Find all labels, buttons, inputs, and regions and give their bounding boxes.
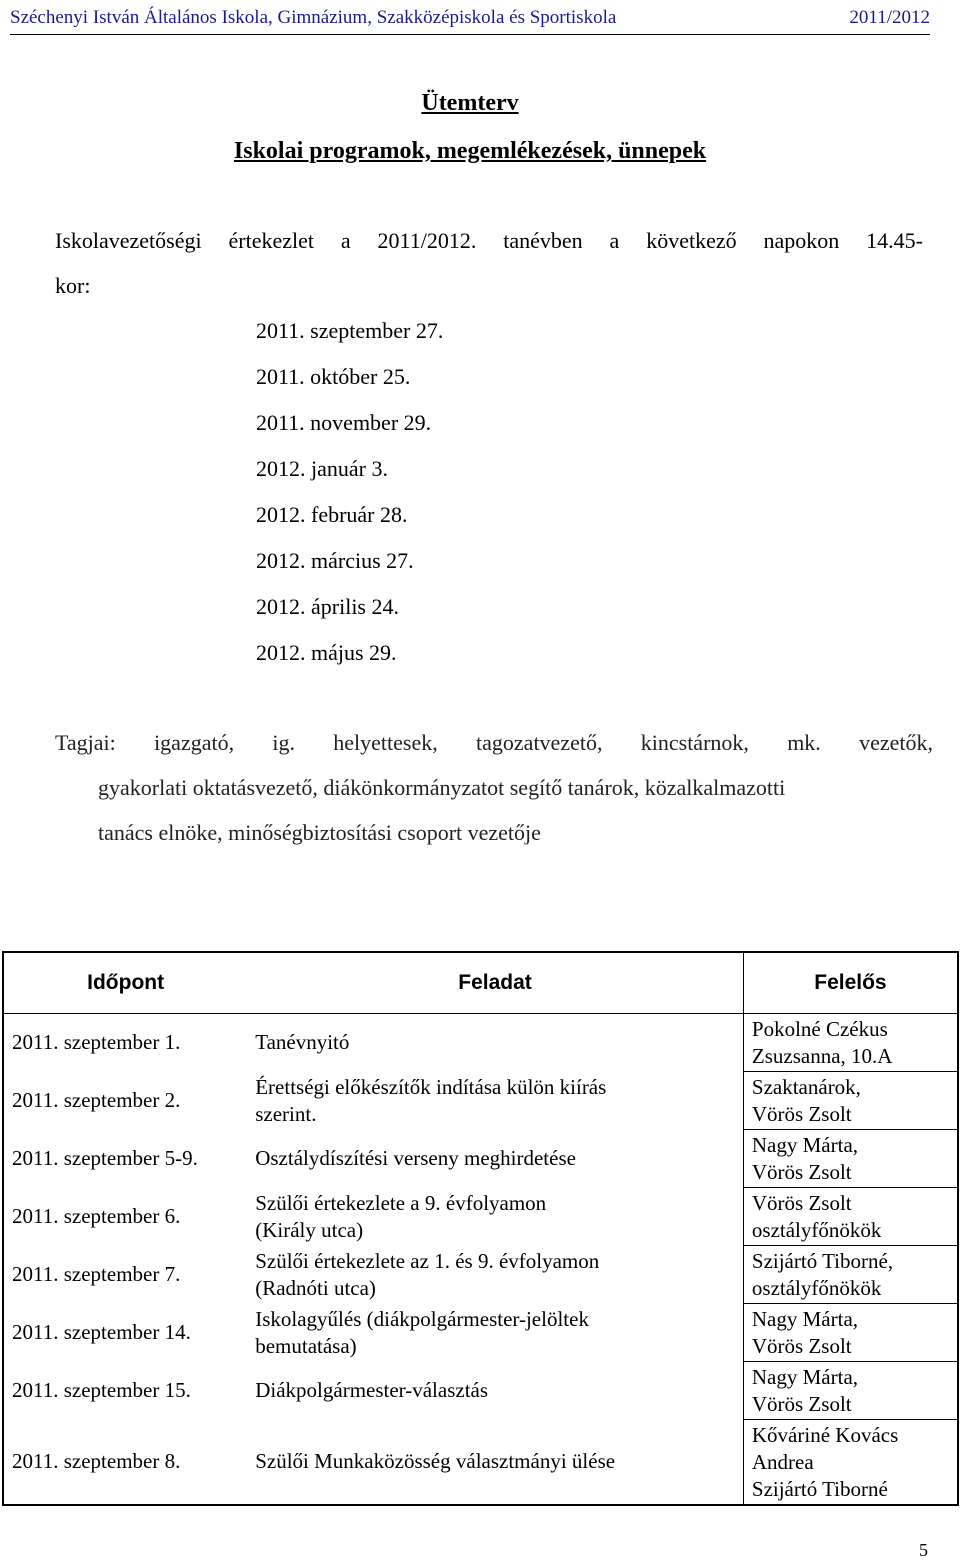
cell-task (247, 1362, 743, 1420)
cell-date: 2011. szeptember 15. (12, 1378, 191, 1402)
members-word: kincstárnok, (640, 730, 749, 755)
intro-word: 2011/2012. (377, 228, 477, 253)
cell-responsible (743, 1188, 958, 1246)
column-header-task: Feladat (247, 952, 743, 1014)
meeting-date: 2011. november 29. (256, 410, 432, 435)
intro-word: a (609, 228, 620, 253)
resp-line: Kőváriné Kovács (751, 1422, 899, 1447)
members-word: tagozatvezető, (476, 730, 603, 755)
resp-line: Vörös Zsolt (751, 1391, 852, 1416)
meeting-date: 2011. október 25. (256, 364, 411, 389)
table-row (3, 1014, 958, 1072)
task-line: Diákpolgármester-választás (255, 1378, 489, 1402)
task-line: (Radnóti utca) (255, 1275, 376, 1300)
members-line-1 (55, 720, 933, 765)
table-row (3, 1130, 958, 1188)
intro-word: a (340, 228, 351, 253)
task-line: Osztálydíszítési verseny meghirdetése (255, 1146, 576, 1170)
meeting-date: 2011. szeptember 27. (256, 318, 444, 343)
members-word: helyettesek, (333, 730, 438, 755)
resp-line: osztályfőnökök (751, 1275, 882, 1300)
task-line: szerint. (255, 1101, 317, 1126)
cell-responsible (743, 1246, 958, 1304)
table-row (3, 1072, 958, 1130)
meeting-date: 2012. január 3. (256, 456, 388, 481)
column-header-time: Időpont (3, 952, 247, 1014)
column-header-responsible: Felelős (743, 952, 958, 1014)
cell-date: 2011. szeptember 6. (12, 1204, 181, 1228)
task-line: (Király utca) (255, 1217, 364, 1242)
meeting-date: 2012. március 27. (256, 548, 414, 573)
intro-word: napokon (763, 228, 840, 253)
intro-paragraph (55, 218, 923, 308)
resp-line: Andrea (751, 1449, 814, 1474)
table-header-row (3, 952, 958, 1014)
task-line: Iskolagyűlés (diákpolgármester-jelöltek (255, 1306, 589, 1331)
meeting-date: 2012. április 24. (256, 594, 399, 619)
cell-responsible (743, 1362, 958, 1420)
intro-word: 14.45- (866, 228, 923, 253)
resp-line: Nagy Márta, (751, 1132, 859, 1157)
members-word: vezetők, (859, 730, 933, 755)
intro-line-1 (55, 218, 923, 263)
cell-task (247, 1420, 743, 1506)
table-row (3, 1362, 958, 1420)
intro-word: Iskolavezetőségi (55, 228, 202, 253)
page-number: 5 (919, 1540, 928, 1560)
intro-word: értekezlet (228, 228, 314, 253)
meeting-dates-list (256, 308, 443, 676)
members-word: mk. (787, 730, 821, 755)
table-row (3, 1246, 958, 1304)
cell-task (247, 1014, 743, 1072)
members-line-2: gyakorlati oktatásvezető, diákönkormányzatot segítő tanárok, közalkalmazotti (98, 775, 786, 800)
cell-responsible (743, 1072, 958, 1130)
resp-line: Szijártó Tiborné (751, 1476, 888, 1501)
table-row (3, 1304, 958, 1362)
task-line: Érettségi előkészítők indítása külön kiírás (255, 1074, 607, 1099)
task-line: Tanévnyitó (255, 1030, 350, 1055)
members-word: igazgató, (154, 730, 235, 755)
page-header (10, 2, 930, 35)
members-line-3: tanács elnöke, minőségbiztosítási csoport vezetője (98, 820, 541, 845)
resp-line: Vörös Zsolt (751, 1159, 852, 1184)
resp-line: Pokolné Czékus (751, 1016, 888, 1041)
resp-line: osztályfőnökök (751, 1217, 882, 1242)
document-subtitle: Iskolai programok, megemlékezések, ünnepek (233, 138, 707, 164)
school-name: Széchenyi István Általános Iskola, Gimnázium, Szakközépiskola és Sportiskola (10, 7, 617, 28)
task-line: Szülői értekezlete az 1. és 9. évfolyamon (255, 1248, 600, 1273)
cell-date: 2011. szeptember 14. (12, 1320, 191, 1344)
cell-date: 2011. szeptember 7. (12, 1262, 181, 1286)
task-line: Szülői értekezlete a 9. évfolyamon (255, 1190, 547, 1215)
cell-task (247, 1304, 743, 1362)
intro-line-2: kor: (55, 273, 91, 298)
schedule-table (2, 951, 959, 1506)
members-word: ig. (272, 730, 295, 755)
cell-task (247, 1130, 743, 1188)
task-line: bemutatása) (255, 1333, 357, 1358)
intro-word: tanévben (503, 228, 583, 253)
members-paragraph (55, 720, 933, 855)
cell-date: 2011. szeptember 2. (12, 1088, 181, 1112)
cell-task (247, 1072, 743, 1130)
school-year: 2011/2012 (849, 7, 930, 28)
resp-line: Zsuzsanna, 10.A (751, 1043, 893, 1068)
cell-date: 2011. szeptember 8. (12, 1449, 181, 1474)
resp-line: Szijártó Tiborné, (751, 1248, 894, 1273)
cell-responsible (743, 1420, 958, 1506)
task-line: Szülői Munkaközösség választmányi ülése (255, 1449, 616, 1474)
meeting-date: 2012. február 28. (256, 502, 408, 527)
cell-responsible (743, 1304, 958, 1362)
cell-task (247, 1188, 743, 1246)
members-word: Tagjai: (55, 730, 116, 755)
document-title: Ütemterv (421, 90, 519, 116)
resp-line: Vörös Zsolt (751, 1101, 852, 1126)
resp-line: Nagy Márta, (751, 1306, 859, 1331)
cell-date: 2011. szeptember 1. (12, 1030, 181, 1055)
meeting-date: 2012. május 29. (256, 640, 397, 665)
table-row (3, 1188, 958, 1246)
cell-responsible (743, 1014, 958, 1072)
cell-responsible (743, 1130, 958, 1188)
resp-line: Nagy Márta, (751, 1364, 859, 1389)
resp-line: Vörös Zsolt (751, 1333, 852, 1358)
cell-date: 2011. szeptember 5-9. (12, 1146, 198, 1170)
resp-line: Szaktanárok, (751, 1074, 861, 1099)
cell-task (247, 1246, 743, 1304)
table-row (3, 1420, 958, 1506)
intro-word: következő (646, 228, 737, 253)
resp-line: Vörös Zsolt (751, 1190, 852, 1215)
